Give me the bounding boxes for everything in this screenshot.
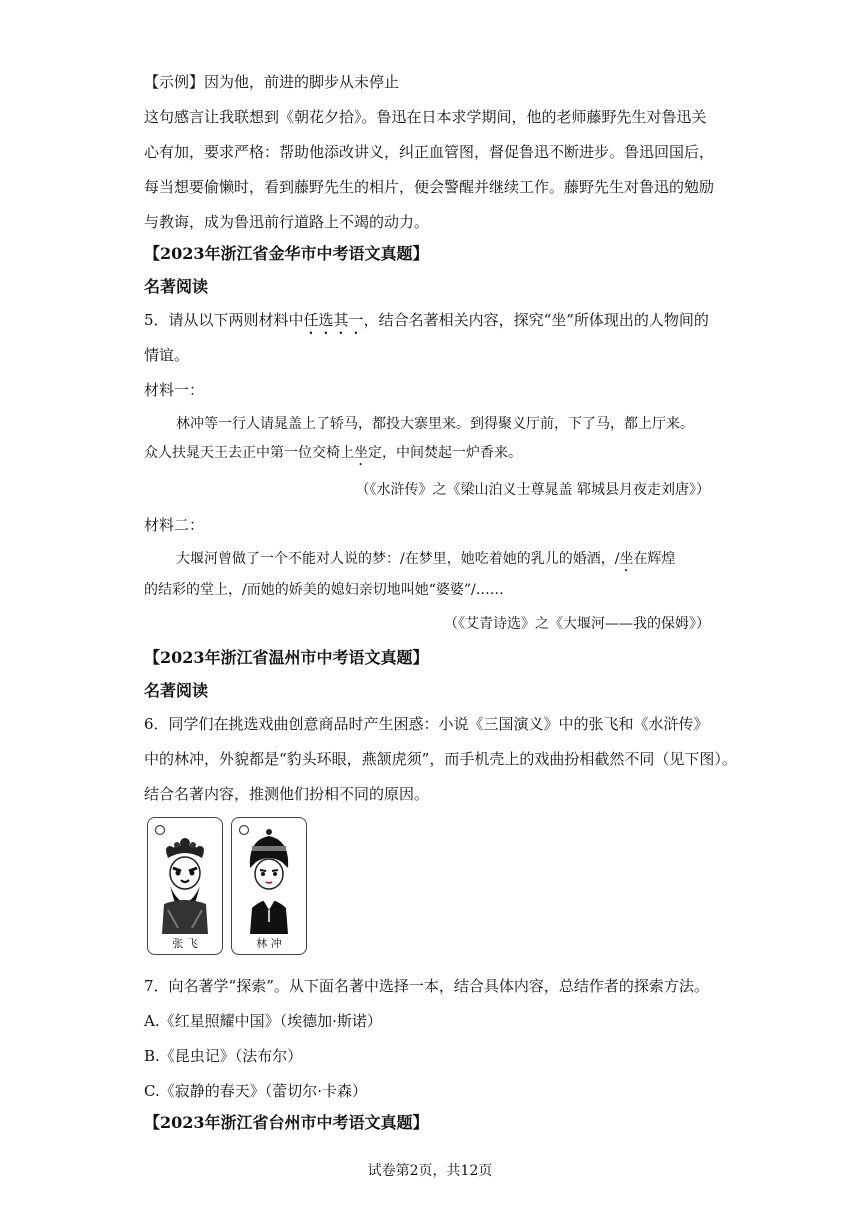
m1-text-b: 定，中间焚起一炉香来。 — [368, 445, 522, 461]
example-line-4: 每当想要偷懒时，看到藤野先生的相片，便会警醒并继续工作。藤野先生对鲁迅的勉励 — [144, 178, 715, 196]
example-line-2: 这句感言让我联想到《朝花夕拾》。鲁迅在日本求学期间，他的老师藤野先生对鲁迅关 — [144, 108, 707, 126]
phone-case-linchong — [231, 817, 307, 955]
material-2-source: （《艾青诗选》之《大堰河——我的保姆》） — [444, 616, 710, 632]
question-7-option-a: A.《红星照耀中国》（埃德加·斯诺） — [144, 1012, 382, 1030]
question-5-line-2: 情谊。 — [144, 346, 190, 364]
m2-text-a: 大堰河曾做了一个不能对人说的梦：/在梦里，她吃着她的乳儿的婚酒，/ — [176, 551, 620, 567]
section-title-wenzhou: 【2023年浙江省温州市中考语文真题】 — [144, 648, 429, 667]
question-6-line-1: 6．同学们在挑选戏曲创意商品时产生困惑：小说《三国演义》中的张飞和《水浒传》 — [144, 715, 709, 733]
question-5-line-1 — [144, 310, 709, 338]
section-subtitle-jinhua: 名著阅读 — [144, 277, 209, 296]
material-2-line-2: 的结彩的堂上，/而她的娇美的媳妇亲切地叫她“婆婆”/…… — [144, 582, 504, 598]
material-1-label: 材料一： — [144, 381, 205, 399]
phone-case-zhangfei — [147, 817, 223, 955]
m2-emphasis: 坐 — [619, 551, 634, 567]
m1-emphasis: 坐 — [354, 445, 368, 461]
material-1-source: （《水浒传》之《梁山泊义士尊晁盖 郓城县月夜走刘唐》） — [355, 482, 710, 498]
section-subtitle-wenzhou: 名著阅读 — [144, 681, 209, 700]
section-title-jinhua: 【2023年浙江省金华市中考语文真题】 — [144, 244, 429, 263]
phone-label-zhangfei: 张 飞 — [172, 937, 198, 950]
material-1-line-2 — [144, 443, 522, 469]
material-1-line-1: 林冲等一行人请晁盖上了轿马，都投大寨里来。到得聚义厅前，下了马，都上厅来。 — [176, 416, 694, 432]
question-6-line-2: 中的林冲，外貌都是“豹头环眼，燕颔虎须”，而手机壳上的戏曲扮相截然不同（见下图）。 — [144, 750, 737, 768]
m2-text-b: 在辉煌 — [633, 551, 676, 567]
zhangfei-opera-figure-icon — [148, 818, 222, 954]
question-7-option-c: C.《寂静的春天》（蕾切尔·卡森） — [144, 1082, 367, 1100]
question-7-option-b: B.《昆虫记》（法布尔） — [144, 1047, 303, 1065]
material-2-line-1 — [176, 549, 675, 575]
example-line-3: 心有加，要求严格：帮助他添改讲义，纠正血管图，督促鲁迅不断进步。鲁迅回国后， — [144, 143, 715, 161]
example-line-1: 【示例】因为他，前进的脚步从未停止 — [144, 73, 400, 91]
page-footer: 试卷第2页，共12页 — [367, 1163, 493, 1179]
example-line-5: 与教诲，成为鲁迅前行道路上不竭的动力。 — [144, 213, 430, 231]
q5-text-pre: 5．请从以下两则材料中 — [144, 311, 304, 329]
question-6-line-3: 结合名著内容，推测他们扮相不同的原因。 — [144, 785, 430, 803]
material-2-label: 材料二： — [144, 516, 205, 534]
q5-emphasis: 任选其一 — [303, 311, 364, 329]
phone-case-figure — [147, 817, 307, 955]
question-7-line-1: 7．向名著学“探索”。从下面名著中选择一本，结合具体内容，总结作者的探索方法。 — [144, 977, 709, 995]
section-title-taizhou: 【2023年浙江省台州市中考语文真题】 — [144, 1113, 429, 1132]
phone-label-linchong: 林 冲 — [256, 937, 282, 950]
m1-text-a: 众人扶晁天王去正中第一位交椅上 — [144, 445, 354, 461]
q5-text-post: ，结合名著相关内容，探究“坐”所体现出的人物间的 — [363, 311, 709, 329]
linchong-opera-figure-icon — [232, 818, 306, 954]
